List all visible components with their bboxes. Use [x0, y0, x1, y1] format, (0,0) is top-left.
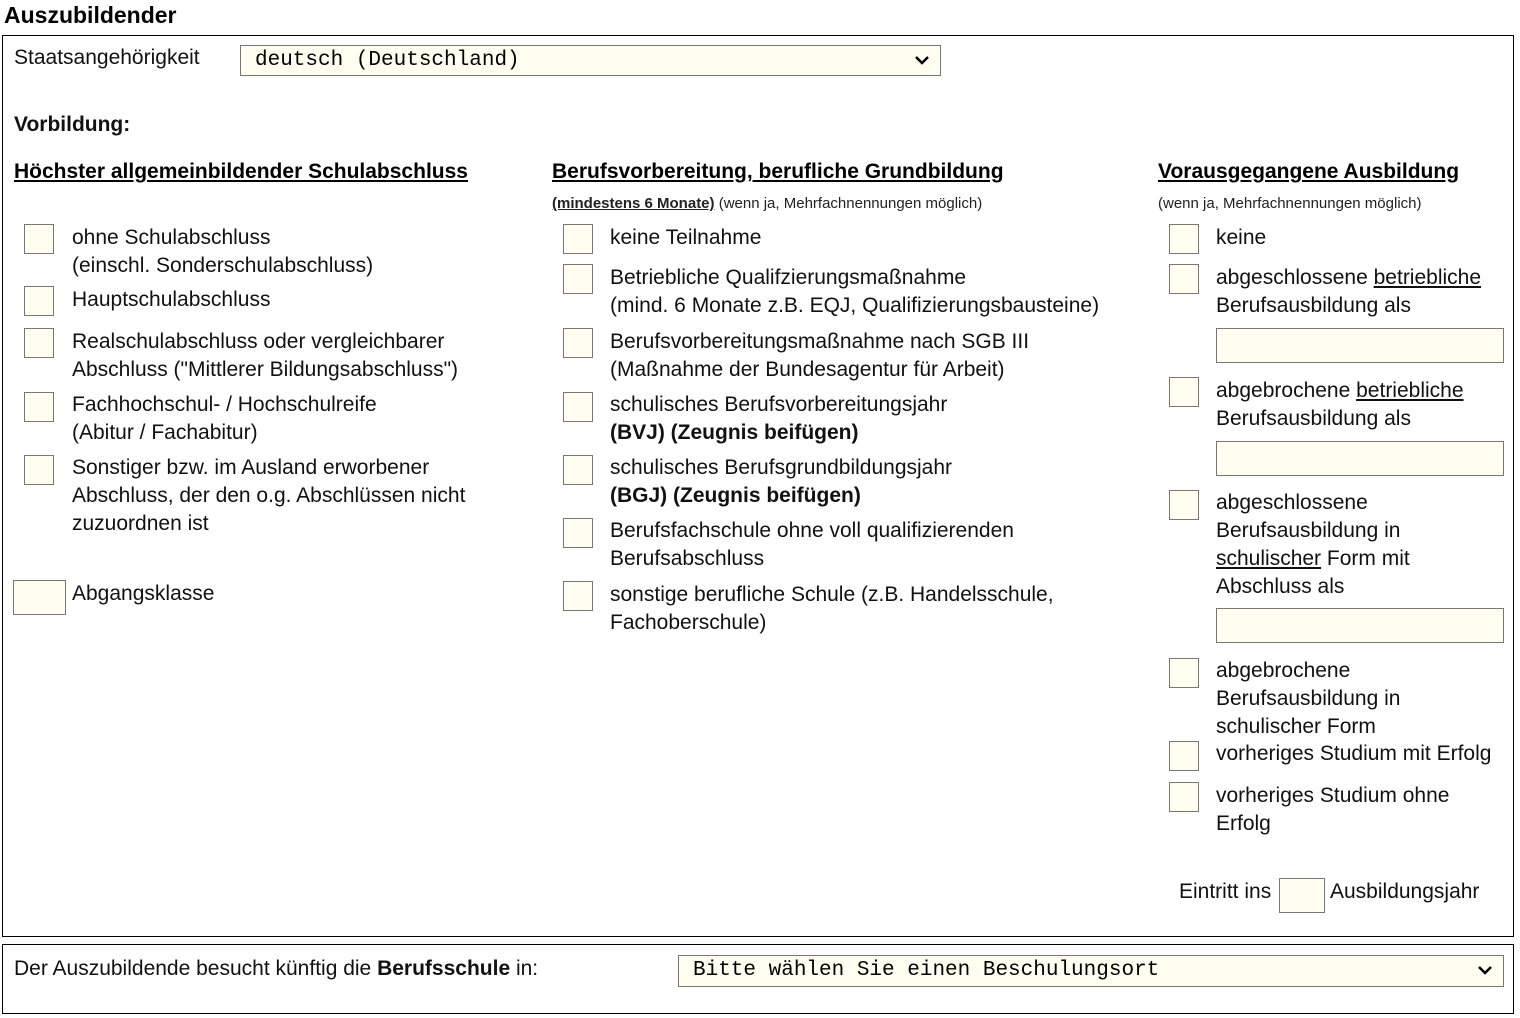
option-text-underlined: schulischer — [1216, 547, 1322, 570]
checkbox-sonstige-berufliche-schule[interactable] — [563, 581, 593, 611]
berufsschule-label-bold: Berufsschule — [377, 957, 511, 980]
checkbox-abgebrochen-betrieblich[interactable] — [1169, 377, 1199, 407]
checkbox-keine-ausbildung[interactable] — [1169, 224, 1199, 254]
option-line: schulisches Berufsvorbereitungsjahr — [610, 393, 948, 416]
option-studium-ohne-erfolg — [1216, 782, 1449, 838]
berufsschule-select[interactable] — [678, 955, 1504, 987]
option-line: Berufsvorbereitungsmaßnahme nach SGB III — [610, 330, 1030, 353]
checkbox-keine-teilnahme[interactable] — [563, 224, 593, 254]
option-line: (BGJ) (Zeugnis beifügen) — [610, 484, 861, 507]
checkbox-abgebrochen-schulisch[interactable] — [1169, 658, 1199, 688]
option-line: (mind. 6 Monate z.B. EQJ, Qualifizierungsbausteine) — [610, 294, 1100, 317]
berufsschule-label-text: Der Auszubildende besucht künftig die — [14, 957, 378, 980]
col2-sub-note: (wenn ja, Mehrfachnennungen möglich) — [718, 195, 983, 212]
checkbox-abgeschlossen-schulisch[interactable] — [1169, 490, 1199, 520]
option-text: Form mit — [1321, 547, 1410, 570]
nationality-label: Staatsangehörigkeit — [14, 46, 200, 69]
option-abgebrochen-schulisch — [1216, 657, 1400, 741]
abgeschlossen-schulisch-input[interactable] — [1216, 608, 1504, 643]
col2-sub-bold: (mindestens 6 Monate) — [552, 195, 715, 212]
option-line: Fachoberschule) — [610, 611, 767, 634]
option-line: zuzuordnen ist — [72, 512, 209, 535]
option-berufsfachschule — [610, 517, 1014, 573]
option-line: abgebrochene — [1216, 659, 1351, 682]
option-line: schulisches Berufsgrundbildungsjahr — [610, 456, 953, 479]
option-line: Berufsausbildung in — [1216, 687, 1401, 710]
chevron-down-icon — [912, 50, 932, 70]
option-sonstige-berufliche-schule — [610, 581, 1054, 637]
option-line: (Maßnahme der Bundesagentur für Arbeit) — [610, 358, 1005, 381]
option-line: Berufsausbildung als — [1216, 294, 1411, 317]
option-text-underlined: betriebliche — [1356, 379, 1464, 402]
checkbox-realschulabschluss[interactable] — [24, 328, 54, 358]
col2-heading: Berufsvorbereitung, berufliche Grundbildung — [552, 160, 1004, 183]
col3-heading: Vorausgegangene Ausbildung — [1158, 160, 1460, 183]
option-line: Abschluss als — [1216, 575, 1345, 598]
eintritt-label: Eintritt ins — [1179, 880, 1272, 903]
nationality-select-value: deutsch (Deutschland) — [255, 49, 520, 72]
checkbox-studium-ohne-erfolg[interactable] — [1169, 782, 1199, 812]
option-line: Sonstiger bzw. im Ausland erworbener — [72, 456, 430, 479]
option-ohne-schulabschluss — [72, 224, 373, 280]
option-line: sonstige berufliche Schule (z.B. Handelsschule, — [610, 583, 1054, 606]
option-line: Berufsabschluss — [610, 547, 765, 570]
col2-subheading — [552, 195, 982, 212]
checkbox-hauptschulabschluss[interactable] — [24, 286, 54, 316]
checkbox-berufsfachschule[interactable] — [563, 518, 593, 548]
option-line: Berufsausbildung in — [1216, 519, 1401, 542]
option-line: (einschl. Sonderschulabschluss) — [72, 254, 374, 277]
checkbox-hochschulreife[interactable] — [24, 392, 54, 422]
nationality-select[interactable] — [240, 45, 941, 76]
option-line: Erfolg — [1216, 812, 1271, 835]
checkbox-studium-mit-erfolg[interactable] — [1169, 741, 1199, 771]
col1-heading: Höchster allgemeinbildender Schulabschluss — [14, 160, 468, 183]
option-betriebliche-qualifizierung — [610, 264, 1099, 320]
option-text-underlined: betriebliche — [1373, 266, 1482, 289]
abgeschlossen-betrieblich-input[interactable] — [1216, 328, 1504, 363]
checkbox-sgb3[interactable] — [563, 328, 593, 358]
berufsschule-select-value: Bitte wählen Sie einen Beschulungsort — [693, 959, 1160, 982]
checkbox-sonstiger-abschluss[interactable] — [24, 455, 54, 485]
option-hochschulreife — [72, 391, 377, 447]
option-abgeschlossen-betrieblich — [1216, 264, 1481, 320]
option-line: (BVJ) (Zeugnis beifügen) — [610, 421, 859, 444]
option-line: vorheriges Studium ohne — [1216, 784, 1450, 807]
section-title: Auszubildender — [4, 2, 177, 28]
option-line: ohne Schulabschluss — [72, 226, 271, 249]
option-line: Berufsfachschule ohne voll qualifizierenden — [610, 519, 1014, 542]
option-text: abgebrochene — [1216, 379, 1357, 402]
option-keine-teilnahme: keine Teilnahme — [610, 226, 762, 249]
option-text: abgeschlossene — [1216, 266, 1374, 289]
option-line: Fachhochschul- / Hochschulreife — [72, 393, 377, 416]
checkbox-bvj[interactable] — [563, 392, 593, 422]
checkbox-ohne-schulabschluss[interactable] — [24, 224, 54, 254]
option-line: Betriebliche Qualifzierungsmaßnahme — [610, 266, 967, 289]
option-studium-mit-erfolg: vorheriges Studium mit Erfolg — [1216, 742, 1492, 765]
option-sonstiger-abschluss — [72, 454, 465, 538]
option-bgj — [610, 454, 952, 510]
checkbox-betriebliche-qualifizierung[interactable] — [563, 264, 593, 294]
option-abgeschlossen-schulisch — [1216, 489, 1410, 601]
option-line: Realschulabschluss oder vergleichbarer — [72, 330, 445, 353]
abgebrochen-betrieblich-input[interactable] — [1216, 441, 1504, 476]
vorbildung-label: Vorbildung: — [14, 113, 131, 136]
option-line: schulischer Form — [1216, 715, 1376, 738]
option-realschulabschluss — [72, 328, 458, 384]
option-hauptschulabschluss: Hauptschulabschluss — [72, 288, 271, 311]
option-line — [1216, 264, 1481, 292]
option-abgebrochen-betrieblich — [1216, 377, 1464, 433]
option-line: abgeschlossene — [1216, 491, 1368, 514]
col3-sub-note: (wenn ja, Mehrfachnennungen möglich) — [1158, 195, 1422, 212]
berufsschule-label — [14, 955, 538, 983]
abgangsklasse-label: Abgangsklasse — [72, 582, 215, 605]
option-line — [1216, 377, 1464, 405]
option-bvj — [610, 391, 947, 447]
option-line: Abschluss, der den o.g. Abschlüssen nicht — [72, 484, 466, 507]
checkbox-abgeschlossen-betrieblich[interactable] — [1169, 264, 1199, 294]
berufsschule-label-text: in: — [510, 957, 539, 980]
option-keine-ausbildung: keine — [1216, 226, 1267, 249]
abgangsklasse-input[interactable] — [13, 580, 66, 615]
option-line: Berufsausbildung als — [1216, 407, 1411, 430]
chevron-down-icon — [1475, 960, 1495, 980]
ausbildungsjahr-input[interactable] — [1279, 878, 1325, 913]
option-sgb3 — [610, 328, 1029, 384]
option-line: Abschluss ("Mittlerer Bildungsabschluss") — [72, 358, 459, 381]
ausbildungsjahr-label: Ausbildungsjahr — [1330, 880, 1480, 903]
option-line: (Abitur / Fachabitur) — [72, 421, 258, 444]
option-line — [1216, 545, 1410, 573]
checkbox-bgj[interactable] — [563, 455, 593, 485]
